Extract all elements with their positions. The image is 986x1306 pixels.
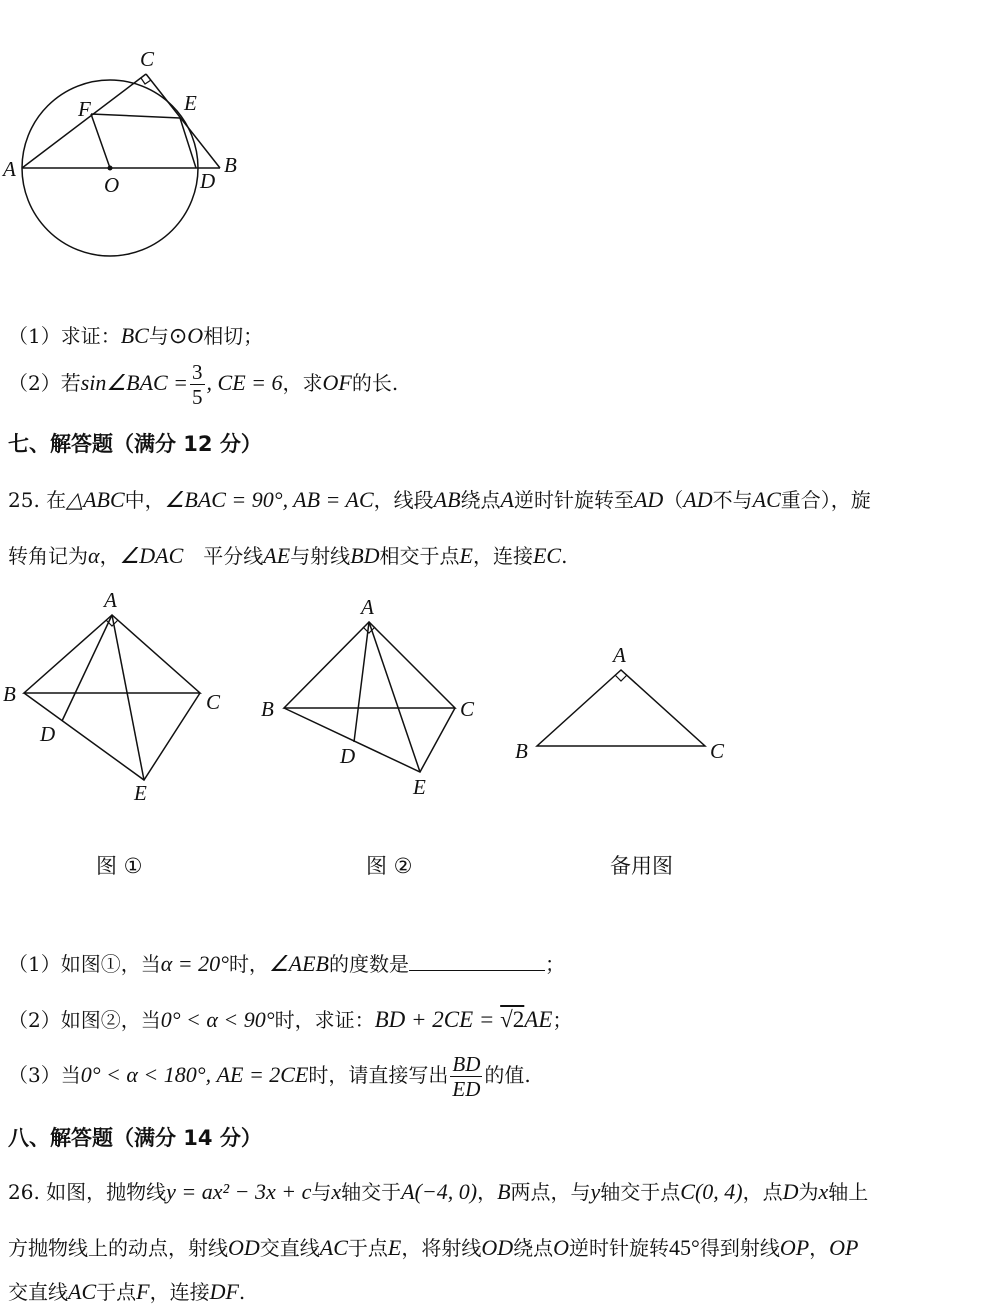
label-b-2: B — [261, 697, 274, 721]
t: ， — [809, 1236, 830, 1260]
t: ，连接 — [149, 1280, 210, 1304]
t: 的度数是 — [328, 952, 409, 976]
fraction-num: BD — [452, 1052, 481, 1076]
q25-part3 — [8, 1052, 531, 1101]
m: E — [459, 543, 473, 568]
figure-2 — [255, 590, 495, 810]
t: 轴交于 — [341, 1180, 402, 1204]
segment-fo — [91, 114, 110, 168]
t: （3）当 — [8, 1063, 81, 1087]
m: AD — [633, 487, 664, 512]
t: 交直线 — [259, 1236, 320, 1260]
q24-p1-o: O — [187, 323, 204, 348]
t: 为 — [798, 1180, 819, 1204]
t: （2）如图②，当 — [8, 1008, 161, 1032]
m: AE — [263, 543, 291, 568]
q24-p1-mid: 与 — [148, 324, 169, 348]
t: 于点 — [347, 1236, 388, 1260]
label-e: E — [184, 91, 197, 115]
t: ， — [477, 1180, 498, 1204]
t: ； — [552, 1008, 573, 1032]
fig3-caption: 备用图 — [610, 854, 673, 878]
circle-symbol: ⊙ — [168, 323, 188, 348]
t: 不与 — [712, 488, 753, 512]
q24-p1-bc: BC — [120, 323, 149, 348]
t: 时，求证： — [274, 1008, 375, 1032]
label-c-1: C — [206, 690, 221, 714]
m: α = 20° — [160, 951, 229, 976]
segment-fe — [91, 114, 180, 118]
m: AC — [752, 487, 781, 512]
segment-ac — [22, 74, 146, 168]
m: 45° — [669, 1235, 700, 1260]
m: AC — [319, 1235, 348, 1260]
m: △ABC — [66, 487, 125, 512]
t: 逆时针旋转至 — [513, 488, 634, 512]
t: 轴交于点 — [600, 1180, 681, 1204]
label-a-3: A — [613, 643, 626, 667]
label-d: D — [200, 169, 216, 193]
t: 绕点 — [460, 488, 501, 512]
m: E — [387, 1235, 402, 1260]
q26-line1 — [8, 1176, 868, 1205]
label-e-2: E — [413, 775, 426, 799]
q26-line2 — [8, 1232, 859, 1261]
t: 相交于点 — [379, 544, 460, 568]
m: AE — [524, 1007, 553, 1032]
t: 轴上 — [828, 1180, 869, 1204]
m: 0° < α < 90° — [160, 1007, 275, 1032]
t: 绕点 — [513, 1236, 554, 1260]
q24-p2-suffix: 的长. — [351, 371, 399, 395]
t: 时， — [228, 952, 269, 976]
t: 方抛物线上的动点，射线 — [8, 1236, 228, 1260]
m: A(−4, 0) — [401, 1179, 478, 1204]
label-o: O — [104, 173, 120, 197]
t: 平分线 — [203, 544, 264, 568]
m: D — [782, 1179, 799, 1204]
segment-cb — [146, 74, 220, 168]
m: ∠DAC — [119, 543, 184, 568]
t: 逆时针旋转 — [569, 1236, 670, 1260]
m: ∠BAC = 90°, AB = AC — [164, 487, 374, 512]
t: ，线段 — [373, 488, 434, 512]
answer-blank[interactable] — [409, 952, 545, 971]
t: 25. 在 — [8, 488, 67, 512]
t: 转角记为 — [8, 544, 88, 568]
label-d-1: D — [40, 722, 56, 746]
t: 两点，与 — [510, 1180, 591, 1204]
q24-p1-suffix: 相切； — [203, 324, 264, 348]
m: ∠AEB — [268, 951, 329, 976]
q24-p2-of: OF — [322, 370, 352, 395]
q24-p2-ce: , CE = 6 — [206, 370, 283, 395]
t: 与射线 — [290, 544, 351, 568]
figure-1 — [0, 585, 240, 810]
t: 与 — [311, 1180, 332, 1204]
right-angle-mark-3 — [615, 675, 627, 681]
triangle-abc-2 — [284, 622, 455, 708]
t: 时，请直接写出 — [308, 1063, 449, 1087]
q25-line2 — [8, 540, 567, 569]
m: AD — [683, 487, 713, 512]
label-a-1: A — [104, 588, 117, 612]
q25-part1 — [8, 948, 565, 977]
m: y = ax² − 3x + c — [166, 1179, 312, 1204]
m: BD — [350, 543, 380, 568]
label-f: F — [78, 97, 91, 121]
t: 于点 — [96, 1280, 137, 1304]
quad-bdec-2 — [284, 708, 455, 772]
m: 0° < α < 180°, AE = 2CE — [80, 1062, 309, 1087]
m: OP — [829, 1235, 859, 1260]
m: DF — [209, 1279, 239, 1304]
m: A — [500, 487, 514, 512]
t: ， — [99, 544, 120, 568]
q24-part1 — [8, 320, 263, 349]
t: ； — [544, 952, 565, 976]
m: F — [136, 1279, 150, 1304]
section8-title: 八、解答题（满分 14 分） — [8, 1126, 262, 1150]
segment-ae-2 — [369, 622, 420, 772]
circle-figure — [0, 40, 260, 300]
t: 的值. — [484, 1063, 531, 1087]
label-c-2: C — [460, 697, 475, 721]
fraction-bd-ed — [450, 1052, 482, 1101]
q26-line3 — [8, 1276, 245, 1305]
q24-p2-sin: sin∠BAC = — [80, 370, 189, 395]
t: （1）如图①，当 — [8, 952, 161, 976]
label-a-2: A — [361, 595, 374, 619]
m: y — [590, 1179, 601, 1204]
t: 26. 如图，抛物线 — [8, 1180, 167, 1204]
m: OP — [779, 1235, 810, 1260]
q24-part2 — [8, 360, 398, 409]
label-c: C — [140, 47, 155, 71]
m: AC — [68, 1279, 97, 1304]
figure-spare — [505, 640, 745, 770]
fig2-caption: 图 ② — [366, 854, 413, 878]
q24-p2-mid: ，求 — [282, 371, 323, 395]
fraction-den: 5 — [192, 385, 203, 409]
fraction-num: 3 — [192, 360, 203, 384]
q24-p2-prefix: （2）若 — [8, 371, 81, 395]
label-b-1: B — [3, 682, 16, 706]
label-b: B — [224, 153, 237, 177]
fig1-caption: 图 ① — [96, 854, 143, 878]
t: . — [238, 1280, 246, 1304]
fraction-den: ED — [452, 1077, 481, 1101]
m: AB — [433, 487, 461, 512]
label-d-2: D — [340, 744, 356, 768]
t: 交直线 — [8, 1280, 68, 1304]
m: OD — [481, 1235, 514, 1260]
q25-line1 — [8, 484, 871, 513]
m: EC — [532, 543, 562, 568]
t: . — [561, 544, 568, 568]
fraction-3-5 — [190, 360, 205, 409]
m: α — [88, 543, 100, 568]
m: O — [553, 1235, 570, 1260]
center-dot — [108, 166, 113, 171]
q25-part2 — [8, 1004, 572, 1033]
t: 得到射线 — [699, 1236, 780, 1260]
m: C(0, 4) — [680, 1179, 743, 1204]
sqrt-2: √2 — [500, 1007, 525, 1032]
t: ，连接 — [472, 544, 533, 568]
m: B — [497, 1179, 511, 1204]
m: x — [331, 1179, 342, 1204]
m: x — [818, 1179, 829, 1204]
t: 中， — [124, 488, 165, 512]
segment-ad-2 — [354, 622, 369, 742]
t: ，点 — [742, 1180, 783, 1204]
q24-p1-prefix: （1）求证： — [8, 324, 121, 348]
label-e-1: E — [134, 781, 147, 805]
label-b-3: B — [515, 739, 528, 763]
m: OD — [228, 1235, 260, 1260]
label-c-3: C — [710, 739, 725, 763]
section7-title: 七、解答题（满分 12 分） — [8, 432, 262, 456]
t: 重合），旋 — [780, 488, 871, 512]
label-a: A — [3, 157, 16, 181]
m: BD + 2CE = — [374, 1007, 501, 1032]
t: ，将射线 — [401, 1236, 482, 1260]
t: （ — [663, 488, 684, 512]
segment-ad-1 — [62, 615, 112, 721]
